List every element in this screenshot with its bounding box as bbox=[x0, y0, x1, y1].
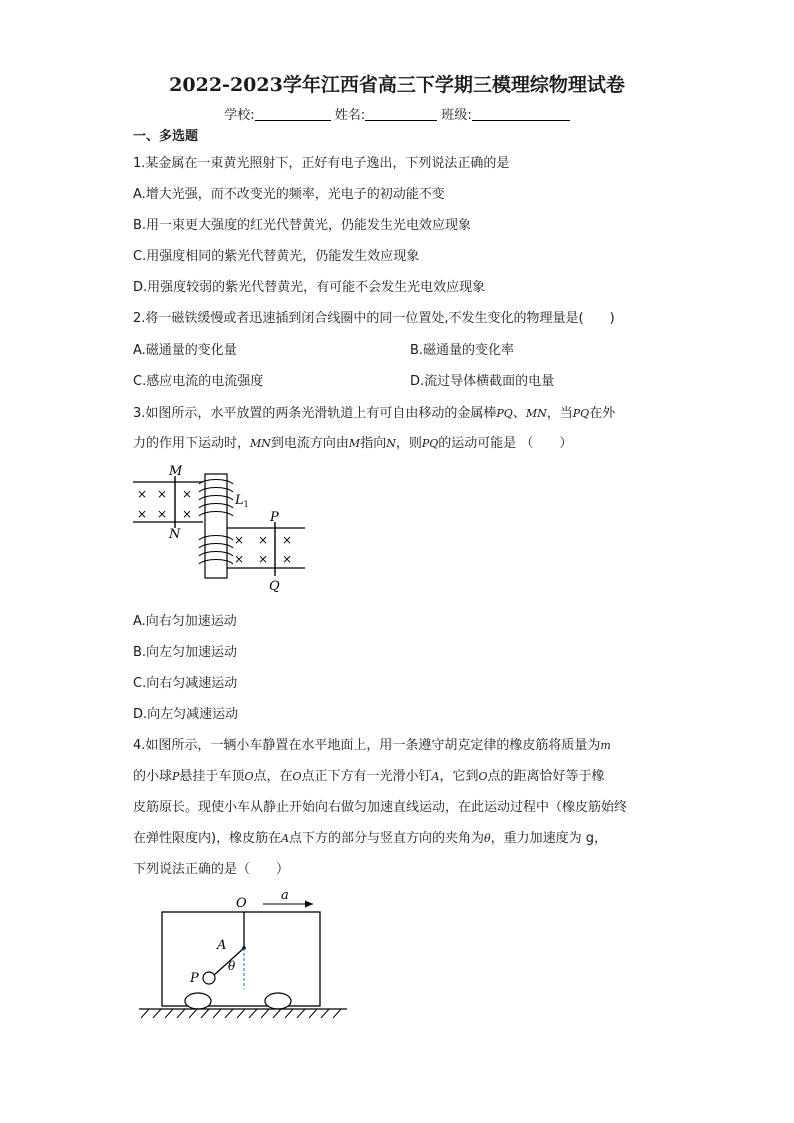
label-P: P bbox=[190, 971, 199, 986]
svg-text:×: × bbox=[234, 552, 245, 566]
student-info bbox=[0, 104, 794, 123]
q4-line5: 下列说法正确的是（ ） bbox=[133, 862, 290, 877]
q1-option-a: A.增大光强，而不改变光的频率，光电子的初动能不变 bbox=[133, 187, 445, 202]
q3-circuit-figure bbox=[125, 460, 315, 595]
q4-line3: 皮筋原长。现使小车从静止开始向右做匀加速直线运动，在此运动过程中（橡皮筋始终 bbox=[133, 800, 628, 815]
label-N: N bbox=[169, 527, 181, 542]
school-label: 学校: bbox=[224, 108, 255, 123]
school-field[interactable] bbox=[255, 107, 331, 121]
section-heading: 一、多选题 bbox=[133, 129, 199, 144]
q2-option-d: D.流过导体横截面的电量 bbox=[410, 374, 555, 389]
q1-stem: 1.某金属在一束黄光照射下，正好有电子逸出，下列说法正确的是 bbox=[133, 156, 510, 171]
q1-option-d: D.用强度较弱的紫光代替黄光，有可能不会发生光电效应现象 bbox=[133, 280, 486, 295]
class-field[interactable] bbox=[472, 107, 570, 121]
class-label: 班级: bbox=[441, 108, 472, 123]
name-field[interactable] bbox=[365, 107, 437, 121]
q3-option-a: A.向右匀加速运动 bbox=[133, 614, 237, 629]
q3-option-b: B.向左匀加速运动 bbox=[133, 645, 238, 660]
label-M: M bbox=[169, 464, 183, 479]
svg-text:×: × bbox=[182, 507, 193, 521]
q3-option-c: C.向右匀减速运动 bbox=[133, 676, 238, 691]
label-P: P bbox=[270, 510, 279, 525]
q2-option-a: A.磁通量的变化量 bbox=[133, 343, 237, 358]
svg-text:×: × bbox=[157, 507, 168, 521]
q4-cart-figure bbox=[135, 885, 355, 1025]
svg-text:×: × bbox=[258, 552, 269, 566]
name-label: 姓名: bbox=[334, 108, 366, 123]
q2-stem: 2.将一磁铁缓慢或者迅速插到闭合线圈中的同一位置处,不发生变化的物理量是( ) bbox=[133, 311, 615, 326]
q3-option-d: D.向左匀减速运动 bbox=[133, 707, 239, 722]
q4-line2: 的小球P悬挂于车顶O点，在O点正下方有一光滑小钉A，它到O点的距离恰好等于橡 bbox=[133, 769, 605, 784]
q4-line4: 在弹性限度内)，橡皮筋在A点下方的部分与竖直方向的夹角为θ，重力加速度为 g， bbox=[133, 831, 608, 846]
q1-option-c: C.用强度相同的紫光代替黄光，仍能发生效应现象 bbox=[133, 249, 420, 264]
svg-text:×: × bbox=[282, 533, 293, 547]
label-O: O bbox=[236, 896, 247, 911]
q3-stem-line1: 3.如图所示，水平放置的两条光滑轨道上有可自由移动的金属棒PQ、MN，当PQ在外 bbox=[133, 406, 616, 421]
q2-option-c: C.感应电流的电流强度 bbox=[133, 374, 264, 389]
label-L1: $L_1$ bbox=[235, 493, 249, 509]
svg-text:×: × bbox=[137, 487, 148, 501]
svg-text:×: × bbox=[234, 533, 245, 547]
label-a: a bbox=[281, 888, 289, 903]
svg-text:×: × bbox=[157, 487, 168, 501]
svg-text:×: × bbox=[182, 487, 193, 501]
svg-text:×: × bbox=[258, 533, 269, 547]
q3-stem-line2: 力的作用下运动时，MN到电流方向由M指向N，则PQ的运动可能是 （ ） bbox=[133, 436, 573, 451]
label-theta: θ bbox=[228, 959, 236, 973]
svg-text:×: × bbox=[137, 507, 148, 521]
svg-text:×: × bbox=[282, 552, 293, 566]
q4-line1: 4.如图所示，一辆小车静置在水平地面上，用一条遵守胡克定律的橡皮筋将质量为m bbox=[133, 738, 611, 753]
q1-option-b: B.用一束更大强度的红光代替黄光，仍能发生光电效应现象 bbox=[133, 218, 472, 233]
page-title: 2022-2023学年江西省高三下学期三模理综物理试卷 bbox=[169, 74, 625, 96]
q2-option-b: B.磁通量的变化率 bbox=[410, 343, 515, 358]
label-Q: Q bbox=[269, 579, 280, 594]
label-A: A bbox=[217, 938, 227, 953]
